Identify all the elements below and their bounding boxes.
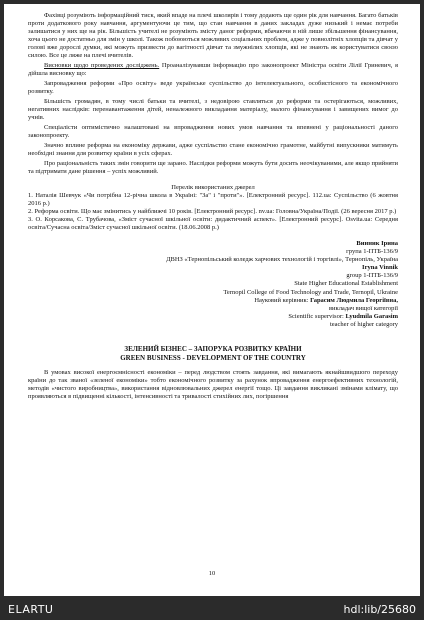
author-group-ua: група 1-ПТБ-136/9 bbox=[346, 248, 398, 256]
author-name-en: Iryna Vinnik bbox=[362, 264, 398, 272]
author-institution-en-1: State Higher Educational Establishment bbox=[294, 280, 398, 288]
supervisor-en-title: teacher of higher category bbox=[329, 320, 398, 328]
reference-item: 1. Наталія Шевчук «Чи потрібна 12-річна школа в Україні: "За" і "проти"». [Електронний ресурс]. 112.ua: Суспільство (6 жовтня 2016 р.) bbox=[28, 192, 398, 207]
author-institution-ua: ДВНЗ «Тернопільський коледж харчових технологій і торгівлі», Тернопіль, Україна bbox=[166, 256, 398, 264]
document-page bbox=[4, 4, 420, 596]
author-group-en: group 1-ПТБ-136/9 bbox=[346, 272, 398, 280]
article-title-en: GREEN BUSINESS - DEVELOPMENT OF THE COUNTRY bbox=[120, 354, 306, 363]
conclusions-text: Проаналізувавши інформацію про законопроект Міністра освіти Лілії Гриневич, я дійшла висновку що: bbox=[28, 62, 398, 77]
article-title-ua: ЗЕЛЕНИЙ БІЗНЕС – ЗАПОРУКА РОЗВИТКУ КРАЇНИ bbox=[124, 345, 302, 354]
supervisor-en bbox=[28, 313, 398, 321]
reference-item: 3. О. Корсакова, С. Трубачова, «Зміст сучасної шкільної освіти: дидактичний аспект». [Електронний ресурс]. Osvita.ua: Середня освіта/Сучасна освіта/Зміст сучасної шкільної освіти. (18.06.2008 р.) bbox=[28, 216, 398, 231]
repository-name: ELARTU bbox=[8, 603, 54, 616]
conclusions-paragraph bbox=[28, 62, 398, 78]
conclusions-heading: Висновки щодо проведених досліджень. bbox=[44, 62, 160, 69]
body-paragraph: Більшість громадян, в тому числі батьки та вчителі, з недовірою ставляться до реформи та остерігаються, можливих, негативних наслідків: перенавантаження дітей, неналежного викладання матеріалу, малого фінансування і завищених вимог до учнів. bbox=[28, 98, 398, 121]
references-heading: Перелік використаних джерел bbox=[171, 184, 255, 191]
body-paragraph: Запровадження реформи «Про освіту» веде українське суспільство до інтелектуального, особистісного та економічного розвитку. bbox=[28, 80, 398, 95]
supervisor-ua-name: Гарасим Людмила Георгіївна, bbox=[310, 296, 398, 304]
supervisor-ua bbox=[28, 297, 398, 305]
handle-id[interactable]: hdl:lib/25680 bbox=[343, 603, 416, 616]
author-block bbox=[28, 240, 398, 329]
body-paragraph: Спеціалісти оптимістично налаштовані на впровадження нових умов навчання та впевнені у раціональності даного законопроекту. bbox=[28, 124, 398, 139]
body-paragraph: Значно вплине реформа на економіку держави, адже суспільство стане економічно грамотне, майбутні випускники матимуть необхідні знання для розвитку країни в усіх сферах. bbox=[28, 142, 398, 157]
supervisor-en-label: Scientific supervisor: bbox=[288, 312, 346, 320]
author-institution-en-2: Ternopil College of Food Technology and Trade, Ternopil, Ukraine bbox=[223, 288, 398, 296]
supervisor-ua-label: Науковий керівник: bbox=[254, 296, 311, 304]
reference-item: 2. Реформа освіти. Що має змінитись у найближчі 10 років. [Електронний ресурс]. nv.ua: Головна/Україна/Події. (26 вересня 2017 р.) bbox=[28, 208, 397, 215]
body-paragraph: Фахівці розуміють інформаційний тиск, який впаде на плечі школярів і тому додають ще один рік для навчання. Багато батьків проти додаткового року навчання, аргументуючи це тим, що стан навчання в даних закладах дуже низький і немає потреби залишатися у них ще на рік. Більшість учителі не розуміють змісту даног реформи, вбачаючи в ній лише збільшення фінансування, хоча цього не достатньо для змін у школі. Також побоюються можливих соціальних проблем, адже у повнолітніх хлопців та дівчат у голові вже дорослі думки, які можуть призвести до вагітності дівчат та змужнілих хлопців, які не знають як користуватися своєю силою. Все це ляже на плечі вчителів. bbox=[28, 12, 398, 59]
repository-footer bbox=[0, 598, 424, 620]
body-paragraph: Про раціональність таких змін говорити ще зарано. Наслідки реформи можуть бути досить неочікуваними, але якщо прийняти та підтримати дане рішення – успіх можливий. bbox=[28, 160, 398, 175]
author-name-ua: Винник Ірина bbox=[356, 240, 398, 247]
page-number: 10 bbox=[208, 570, 216, 577]
body-paragraph: В умовах високої енергоємнісності економіки – перед людством стоять завдання, які вимагають якнайшвидшого переходу країни до так званої «зеленої економіки» тобто економічного розвитку за рахунок впровадження енергоефективних технологій, методів «чистого виробництва», використання відновлювальних джерел енергії тощо. Ці завдання викликані змінами клімату, що проявляються в підвищенні кількості, інтенсивності та тривалості стихійних лих, погіршення bbox=[28, 369, 398, 401]
supervisor-ua-title: викладач вищої категорії bbox=[328, 304, 398, 312]
supervisor-en-name: Lyudmila Garasim bbox=[345, 312, 398, 320]
